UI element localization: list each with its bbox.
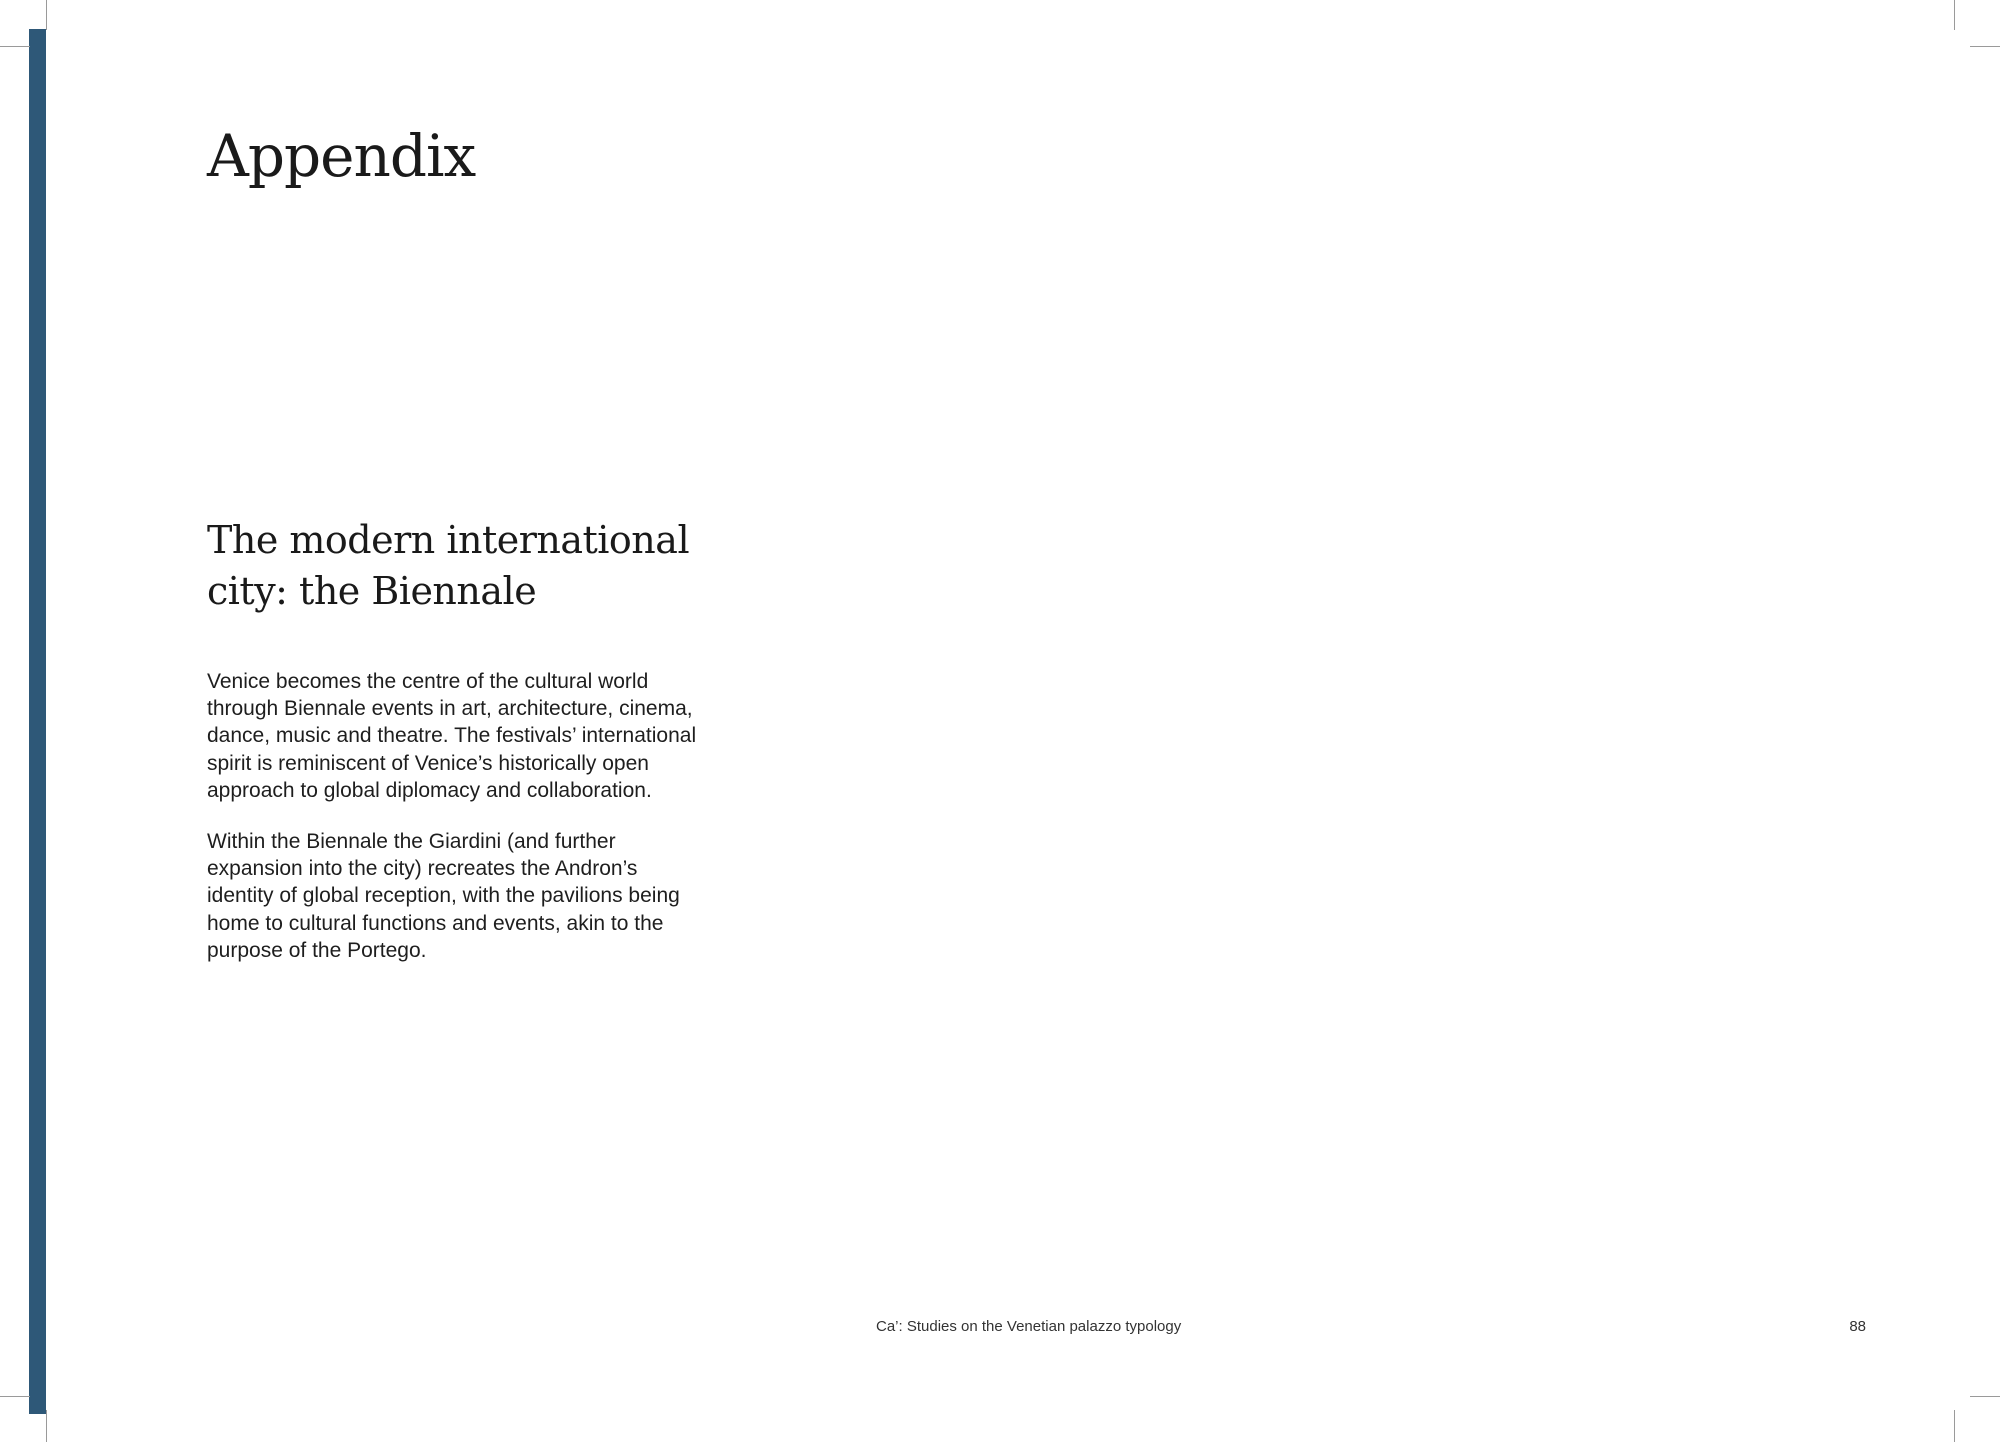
paragraph-line: spirit is reminiscent of Venice’s historically open xyxy=(207,751,649,775)
paragraph-line: identity of global reception, with the pavilions being xyxy=(207,884,680,908)
paragraph-line: approach to global diplomacy and collaboration. xyxy=(207,778,652,802)
crop-mark-bottom-right-horizontal xyxy=(1970,1396,2000,1397)
section-heading-line: city: the Biennale xyxy=(207,569,537,613)
running-footer-title: Ca’: Studies on the Venetian palazzo typology xyxy=(876,1318,1182,1335)
section-heading xyxy=(207,515,767,617)
paragraph-line: Within the Biennale the Giardini (and further xyxy=(207,830,616,853)
crop-mark-bottom-right-vertical xyxy=(1954,1410,1955,1442)
paragraph-line: home to cultural functions and events, akin to the xyxy=(207,911,664,935)
paragraph-line: Venice becomes the centre of the cultural world xyxy=(207,670,649,693)
page-number: 88 xyxy=(1849,1318,1866,1335)
section-heading-line: The modern international xyxy=(207,518,690,562)
crop-mark-top-right-vertical xyxy=(1954,0,1955,30)
spine-color-bar xyxy=(29,29,46,1414)
crop-mark-top-left-vertical xyxy=(46,0,47,30)
paragraph-line: through Biennale events in art, architecture, cinema, xyxy=(207,697,693,721)
body-paragraph xyxy=(207,668,767,804)
paragraph-line: dance, music and theatre. The festivals’ international xyxy=(207,724,697,748)
page-title: Appendix xyxy=(207,122,476,190)
crop-mark-top-right-horizontal xyxy=(1970,46,2000,47)
crop-mark-bottom-left-vertical xyxy=(46,1410,47,1442)
crop-mark-top-left-horizontal xyxy=(0,46,30,47)
paragraph-line: expansion into the city) recreates the Andron’s xyxy=(207,857,638,881)
crop-mark-bottom-left-horizontal xyxy=(0,1396,30,1397)
paragraph-line: purpose of the Portego. xyxy=(207,938,427,962)
body-paragraph xyxy=(207,828,767,964)
